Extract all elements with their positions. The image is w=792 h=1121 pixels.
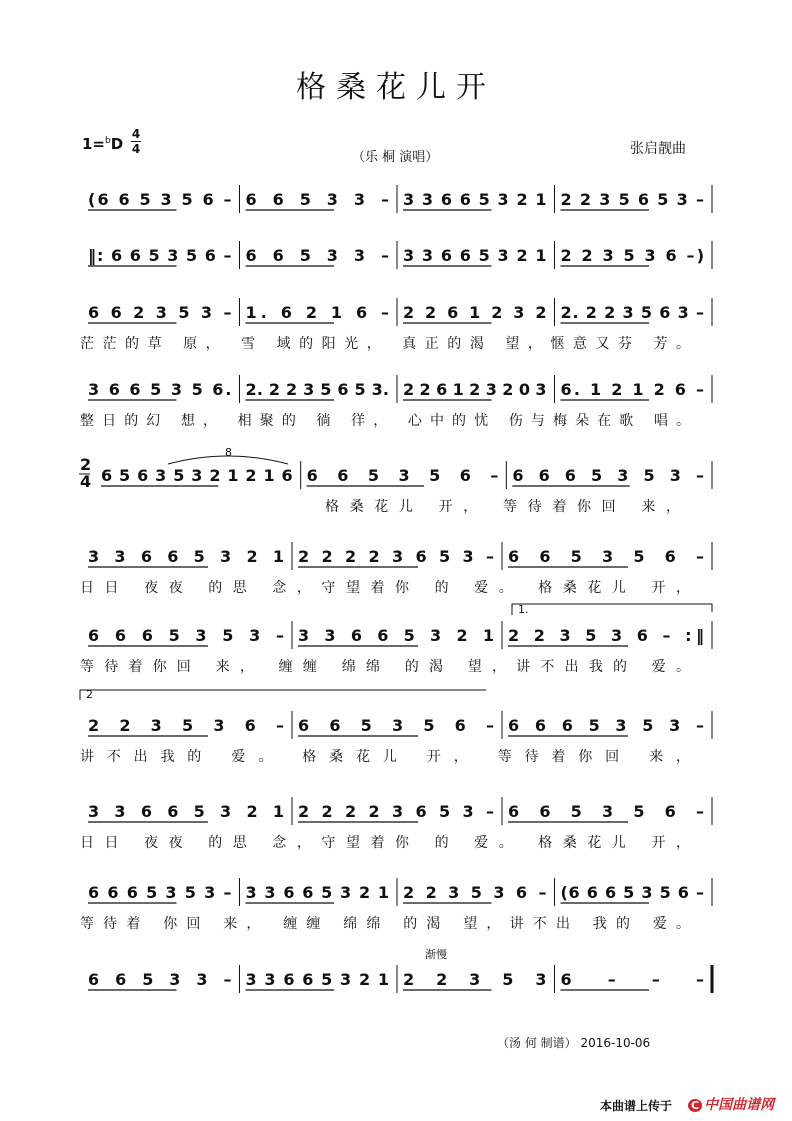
measure-notes: 6 6 5 3 5 6 – <box>306 466 499 485</box>
lyric-line: 日日 夜夜 的思 念，守望着你 的 爱。 格桑花儿 开， <box>80 580 690 596</box>
measure-notes: 6. 1 2 1 2 6 – <box>560 380 704 399</box>
octave-mark-label: 8 <box>225 446 232 459</box>
measure-notes: 2 2 3 5 3 <box>403 970 547 989</box>
logo-icon: C <box>688 1099 702 1112</box>
site-logo[interactable] <box>688 1094 774 1114</box>
score-row <box>80 621 712 675</box>
measure-notes: 3 3 6 6 5 3 2 1 <box>403 190 547 209</box>
score-row <box>80 298 712 352</box>
score-row <box>80 375 712 429</box>
score-row <box>88 965 712 993</box>
score-row <box>80 797 712 851</box>
score-rows <box>80 185 712 993</box>
measure-notes: 3 3 6 6 5 3 2 1 <box>298 626 494 645</box>
measure-notes: 2. 2 2 3 5 6 5 3. <box>245 380 389 399</box>
measure-notes: (6 6 5 3 5 6 – <box>88 190 232 209</box>
score-row <box>80 542 712 596</box>
measure-notes: 6 6 5 3 3 – <box>88 970 232 989</box>
key-note: D <box>110 135 124 153</box>
page-title: 格桑花儿开 <box>296 70 496 105</box>
key-prefix: 1= <box>82 135 106 153</box>
lyric-line: 等待着 你回 来， 缠缠 绵绵 的渴 望，讲不出 我的 爱。 <box>80 916 691 932</box>
measure-notes: 2 2 6 1 2 3 2 0 3 <box>403 380 547 399</box>
measure-notes: 2 2 6 1 2 3 2 <box>403 303 547 322</box>
measure-notes: 2 2 3 5 3 6 – :‖ <box>508 626 704 645</box>
measure-notes: (6 6 6 5 3 5 6 – <box>560 883 704 902</box>
measure-notes: 3 3 6 6 5 3 2 1 <box>88 547 284 566</box>
score-row <box>88 241 712 269</box>
transcriber-credit: （汤 何 制谱） 2016-10-06 <box>497 1036 651 1050</box>
score-row <box>80 878 712 932</box>
measure-notes: 6 6 5 3 3 – <box>245 190 389 209</box>
time-signature-top: 4 <box>131 127 141 141</box>
measure-notes: 3 3 6 6 5 3 2 1 <box>245 883 389 902</box>
volta-2 <box>80 688 486 701</box>
measure-notes: 2 2 3 5 3 6 – <box>403 883 547 902</box>
measure-notes: 2 2 3 5 3 6 – <box>88 716 284 735</box>
flat-sign: b <box>105 136 111 146</box>
score-row <box>80 711 712 765</box>
measure-notes: 6 6 5 3 3 – <box>245 246 389 265</box>
measure-notes: 2 2 3 5 3 6 –) <box>560 246 704 265</box>
measure-notes: 3 6 6 5 3 5 6. <box>88 380 232 399</box>
measure-notes: 2 2 2 2 3 6 5 3 – <box>298 802 494 821</box>
upload-note: 本曲谱上传于 <box>600 1099 673 1113</box>
measure-notes: 6 6 6 5 3 5 3 – <box>88 626 284 645</box>
score-row <box>88 185 712 213</box>
logo-text: 中国曲谱网 <box>704 1097 775 1113</box>
measure-notes: 2 2 2 2 3 6 5 3 – <box>298 547 494 566</box>
measure-notes: 1. 6 2 1 6 – <box>245 303 389 322</box>
measure-notes: 2. 2 2 3 5 6 3 – <box>560 303 704 322</box>
time-signature-bottom: 4 <box>131 142 141 156</box>
score-row <box>101 461 712 515</box>
measure-notes: 3 3 6 6 5 3 2 1 <box>245 970 389 989</box>
measure-notes: 6 – – – <box>560 970 704 989</box>
volta-2-label: 2 <box>86 688 93 701</box>
lyric-line: 日日 夜夜 的思 念，守望着你 的 爱。 格桑花儿 开， <box>80 835 690 851</box>
tempo-mark: 渐慢 <box>425 948 447 961</box>
lyric-line: 整日的幻 想， 相聚的 徜 徉， 心中的忧 伤与梅朵在歌 唱。 <box>80 413 690 429</box>
volta-1 <box>512 603 712 616</box>
octave-mark <box>168 446 288 464</box>
measure-notes: 3 3 6 6 5 3 2 1 <box>403 246 547 265</box>
measure-notes: 6 6 6 5 3 5 3 – <box>88 883 232 902</box>
lyric-line: 讲不出我的 爱。 格桑花儿 开， 等待着你回 来， <box>80 749 690 765</box>
measure-notes: 2 2 3 5 6 5 3 – <box>560 190 704 209</box>
meter-change-top: 2 <box>80 455 92 474</box>
measure-notes: 6 6 5 3 5 6 – <box>508 547 704 566</box>
measure-notes: 6 6 5 3 5 6 – <box>298 716 494 735</box>
lyric-line: 等待着你回 来， 缠缠 绵绵 的渴 望，讲不出我的 爱。 <box>80 659 690 675</box>
measure-notes: 6 6 6 5 3 5 3 – <box>508 716 704 735</box>
measure-notes: ‖: 6 6 5 3 5 6 – <box>88 246 232 265</box>
meter-change-bottom: 4 <box>80 472 92 491</box>
volta-1-label: 1. <box>518 603 529 616</box>
lyric-line: 格桑花儿 开， 等待着你回 来， <box>325 499 680 515</box>
measure-notes: 6 6 6 5 3 5 3 – <box>512 466 704 485</box>
measure-notes: 3 3 6 6 5 3 2 1 <box>88 802 284 821</box>
composer-credit: 张启靓曲 <box>630 141 686 157</box>
measure-notes: 6 6 5 3 5 6 – <box>508 802 704 821</box>
measure-notes: 6 6 2 3 5 3 – <box>88 303 232 322</box>
lyric-line: 茫茫的草 原， 雪 域的阳光， 真正的渴 望，惬意又芬 芳。 <box>80 336 691 352</box>
measure-notes: 6 5 6 3 5 3 2 1 2 1 6 <box>101 466 293 485</box>
performer-credit: （乐 桐 演唱） <box>352 150 439 165</box>
